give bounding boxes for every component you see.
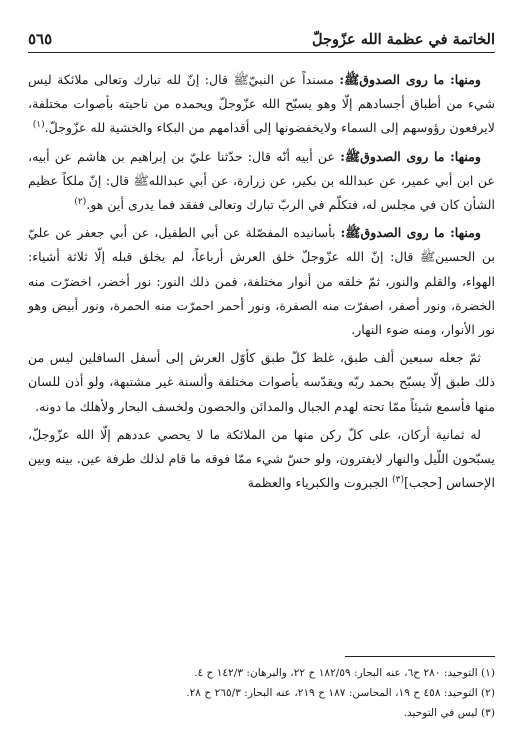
paragraph xyxy=(28,68,495,141)
footnotes xyxy=(28,656,495,723)
paragraph-text: ثمّ جعله سبعين ألف طبق، غلظ كلّ طبق كأوّل العرش إلى أسفل السافلين ليس من ذلك طبق إلّا يسبّح بحمد ربّه ويقدّسه بأصوات مختلفة وألسنة غير مشتبهة، ولو أذن للسان منها فأسمع شيئاً ممّا تحته لهدم الجبال والمدائن والحصون ولخسف البحار ولأهلك ما دونه. xyxy=(28,350,495,414)
page-number: ٥٦٥ xyxy=(28,30,53,48)
page-header xyxy=(28,20,495,53)
footnote: (٢) التوحيد: ٤٥٨ ح ١٩، المحاسن: ١٨٧ ح ٢١٩، عنه البحار: ٢٦٥/٣ ح ٢٨. xyxy=(186,687,495,699)
paragraph-text: له ثمانية أركان، على كلّ ركن منها من الملائكة ما لا يحصي عددهم إلّا الله عزّوجلّ، يسبّحون اللّيل والنهار لايفترون، ولو حسّ شيء ممّا فوقه ما قام لذلك طرفة عين. بينه وبين الإحساس [حجب] xyxy=(28,426,495,491)
paragraph xyxy=(28,221,495,342)
paragraph xyxy=(28,346,495,419)
footnote-ref: (٢) xyxy=(74,196,87,207)
footnote-ref: (١) xyxy=(32,120,45,131)
paragraph-text: عن أبيه أنّه قال: حدّثنا عليّ بن إبراهيم بن هاشم عن أبيه، عن ابن أبي عمير، عن عبدالله بن بكير، عن زرارة، عن أبي عبداللهﷺ قال: إنّ ملكاً عظيم الشأن كان في مجلس له، فتكلّم في الربّ تبارك وتعالى ففقد فما يدرى أين هو. xyxy=(28,148,495,213)
footnote-divider xyxy=(345,656,495,657)
paragraph-lead: ومنها: ما روى الصدوقﷺ: xyxy=(340,148,482,164)
paragraph-text: بأسانيده المفصّلة عن أبي الطفيل، عن أبي جعفر عن عليّ بن الحسينﷺ قال: إنّ الله عزّوجلّ خلق العرش أرباعاً، لم يخلق قبله إلّا ثلاثة أشياء: الهواء، والقلم والنور، ثمّ خلقه من أنوار مختلفة، فمن ذلك النور: نور أخضر، اخضرّت منه الخضرة، ونور أصفر، اصفرّت منه الصفرة، ونور أحمر احمرّت منه الحمرة، ونور أبيض وهو نور الأنوار، ومنه ضوء النهار. xyxy=(28,225,495,338)
paragraph-text: مسنداً عن النبيّﷺ قال: إنّ لله تبارك وتعالى ملائكة ليس شيء من أطباق أجسادهم إلّا وهو يسبّح الله عزّوجلّ ويحمده من ناحيته بأصوات مختلفة، لايرفعون رؤوسهم إلى السماء ولايخفضونها إلى أقدامهم من البكاء والخشية لله عزّوجلّ. xyxy=(28,72,495,136)
footnote-ref: (٣) xyxy=(392,475,404,486)
running-title: الخاتمة في عظمة الله عزّوجلّ xyxy=(312,31,495,48)
paragraph-lead: ومنها: ما روى الصدوقﷺ: xyxy=(340,225,482,241)
paragraph-lead: ومنها: ما روى الصدوقﷺ: xyxy=(339,72,481,87)
paragraph xyxy=(28,423,495,496)
paragraph-text-tail: الجبروت والكبرياء والعظمة xyxy=(247,475,393,491)
main-text xyxy=(28,68,495,499)
footnote: (٣) ليس في التوحيد. xyxy=(403,707,495,719)
footnote: (١) التوحيد: ٢٨٠ ح٦، عنه البحار: ١٨٢/٥٩ ح ٢٢، والبرهان: ١٤٢/٣ ح ٤. xyxy=(194,667,495,679)
paragraph xyxy=(28,145,495,218)
